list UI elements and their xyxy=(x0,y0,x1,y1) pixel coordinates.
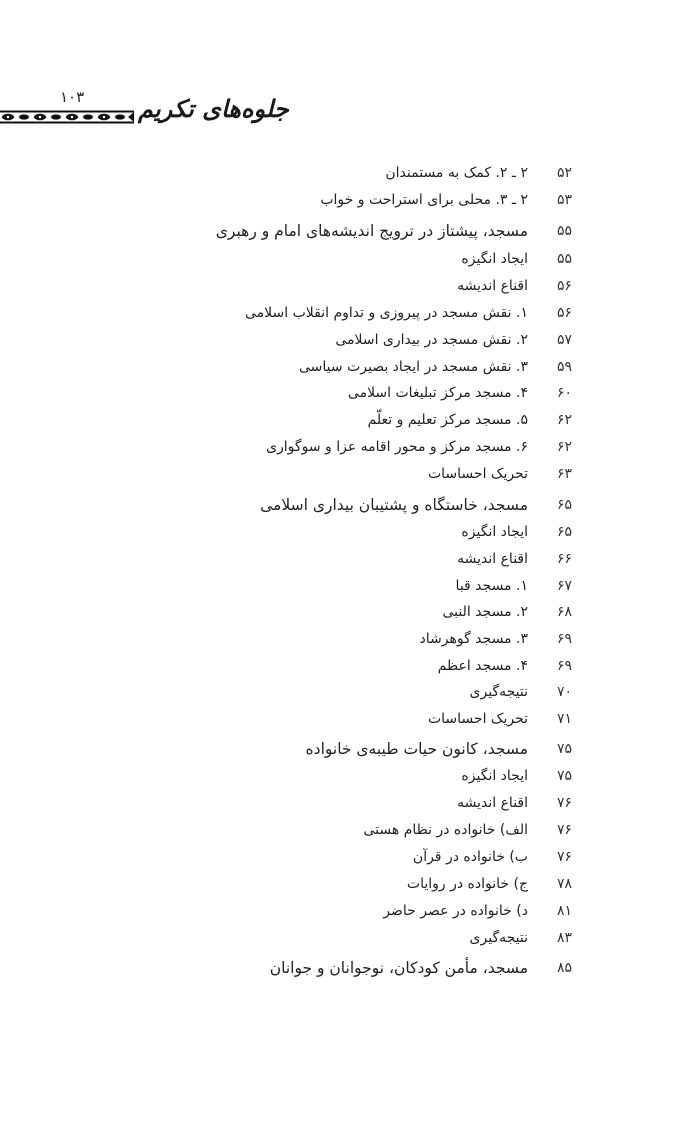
toc-page-number: ۶۵ xyxy=(556,524,572,540)
toc-page-number: ۸۵ xyxy=(556,960,572,976)
toc-entry xyxy=(0,300,700,327)
toc-entry xyxy=(0,817,700,844)
toc-entry-title: مسجد، خاستگاه و پشتیبان بیداری اسلامی xyxy=(260,496,528,514)
toc-entry xyxy=(0,871,700,898)
toc-entry-title: اقناع اندیشه xyxy=(457,278,528,294)
toc-entry xyxy=(0,218,700,245)
toc-entry-title: تحریک احساسات xyxy=(427,466,528,482)
toc-page-number: ۷۵ xyxy=(556,741,572,757)
page-number: ۱۰۳ xyxy=(60,88,85,106)
toc-page-number: ۶۵ xyxy=(556,497,572,513)
toc-page-number: ۵۵ xyxy=(556,251,572,267)
toc-entry-title: ۳. نقش مسجد در ایجاد بصیرت سیاسی xyxy=(299,359,528,375)
toc-page-number: ۶۶ xyxy=(556,551,572,567)
toc-entry xyxy=(0,380,700,407)
toc-entry-title: مسجد، پیشتاز در ترویج اندیشه‌های امام و رهبری xyxy=(215,222,528,240)
toc-entry-title: ۴. مسجد اعظم xyxy=(437,658,528,674)
toc-entry xyxy=(0,187,700,214)
toc-entry xyxy=(0,679,700,706)
book-title: جلوه‌های تکریم xyxy=(138,94,289,123)
toc-page-number: ۵۵ xyxy=(556,223,572,239)
toc-entry-title: ایجاد انگیزه xyxy=(461,768,528,784)
toc-entry-title: ب) خانواده در قرآن xyxy=(412,849,528,865)
toc-page-number: ۷۵ xyxy=(556,768,572,784)
toc-page-number: ۶۲ xyxy=(556,412,572,428)
toc-page-number: ۵۳ xyxy=(556,192,572,208)
toc-page-number: ۷۶ xyxy=(556,849,572,865)
toc-entry-title: ۶. مسجد مرکز و محور اقامه عزا و سوگواری xyxy=(266,439,528,455)
toc-entry xyxy=(0,327,700,354)
toc-entry-title: ۲. مسجد النبی xyxy=(442,604,528,620)
toc-entry-title: ۳. مسجد گوهرشاد xyxy=(419,631,528,647)
toc-page-number: ۶۳ xyxy=(556,466,572,482)
toc-entry xyxy=(0,844,700,871)
toc-entry-title: ۲ ـ ۲. کمک به مستمندان xyxy=(385,165,528,181)
toc-entry-title: اقناع اندیشه xyxy=(457,551,528,567)
toc-page-number: ۵۹ xyxy=(556,359,572,375)
toc-entry-title: مسجد، مأمن کودکان، نوجوانان و جوانان xyxy=(269,959,528,977)
toc-entry-title: الف) خانواده در نظام هستی xyxy=(363,822,528,838)
toc-entry xyxy=(0,273,700,300)
toc-entry-title: ۲. نقش مسجد در بیداری اسلامی xyxy=(335,332,528,348)
toc-entry xyxy=(0,763,700,790)
toc-entry-title: ج) خانواده در روایات xyxy=(406,876,528,892)
toc-entry xyxy=(0,519,700,546)
toc-page-number: ۵۲ xyxy=(556,165,572,181)
toc-page-number: ۶۹ xyxy=(556,658,572,674)
toc-entry xyxy=(0,573,700,600)
toc-entry xyxy=(0,354,700,381)
toc-page-number: ۶۹ xyxy=(556,631,572,647)
toc-page-number: ۶۸ xyxy=(556,604,572,620)
toc-entry-title: ایجاد انگیزه xyxy=(461,251,528,267)
toc-page-number: ۷۰ xyxy=(556,684,572,700)
toc-entry-title: ۱. نقش مسجد در پیروزی و تداوم انقلاب اسلامی xyxy=(245,305,528,321)
toc-page-number: ۷۶ xyxy=(556,795,572,811)
toc-entry xyxy=(0,407,700,434)
toc-entry xyxy=(0,790,700,817)
toc-entry-title: ۱. مسجد قبا xyxy=(455,578,528,594)
toc-entry-title: مسجد، کانون حیات طیبه‌ی خانواده xyxy=(305,740,528,758)
toc-page-number: ۷۱ xyxy=(556,711,572,727)
toc-entry xyxy=(0,736,700,763)
toc-entry-title: ۲ ـ ۳. محلی برای استراحت و خواب xyxy=(320,192,528,208)
toc-entry xyxy=(0,626,700,653)
toc-entry xyxy=(0,160,700,187)
toc-entry xyxy=(0,955,700,982)
toc-page-number: ۶۰ xyxy=(556,385,572,401)
toc-entry-title: نتیجه‌گیری xyxy=(469,930,528,946)
toc-page-number: ۶۲ xyxy=(556,439,572,455)
toc-entry-title: نتیجه‌گیری xyxy=(469,684,528,700)
toc-page-number: ۵۶ xyxy=(556,278,572,294)
toc-page-number: ۸۱ xyxy=(556,903,572,919)
toc-entry-title: ایجاد انگیزه xyxy=(461,524,528,540)
toc-entry-title: د) خانواده در عصر حاضر xyxy=(383,903,528,919)
toc-page-number: ۵۷ xyxy=(556,332,572,348)
toc-entry-title: ۵. مسجد مرکز تعلیم و تعلّم xyxy=(367,412,528,428)
toc-page-number: ۶۷ xyxy=(556,578,572,594)
toc-entry xyxy=(0,599,700,626)
floral-vine-ornament-icon xyxy=(0,110,134,124)
toc-page-number: ۷۶ xyxy=(556,822,572,838)
toc-entry xyxy=(0,898,700,925)
toc-entry xyxy=(0,492,700,519)
page-header xyxy=(0,88,700,138)
toc-entry xyxy=(0,546,700,573)
toc-entry-title: اقناع اندیشه xyxy=(457,795,528,811)
toc-page-number: ۷۸ xyxy=(556,876,572,892)
toc-entry xyxy=(0,461,700,488)
toc-entry-title: تحریک احساسات xyxy=(427,711,528,727)
toc-entry xyxy=(0,653,700,680)
toc-entry xyxy=(0,706,700,733)
toc-entry-title: ۴. مسجد مرکز تبلیغات اسلامی xyxy=(347,385,528,401)
toc-entry xyxy=(0,925,700,952)
toc-entry xyxy=(0,246,700,273)
toc-page-number: ۵۶ xyxy=(556,305,572,321)
toc-entry xyxy=(0,434,700,461)
toc-page-number: ۸۳ xyxy=(556,930,572,946)
